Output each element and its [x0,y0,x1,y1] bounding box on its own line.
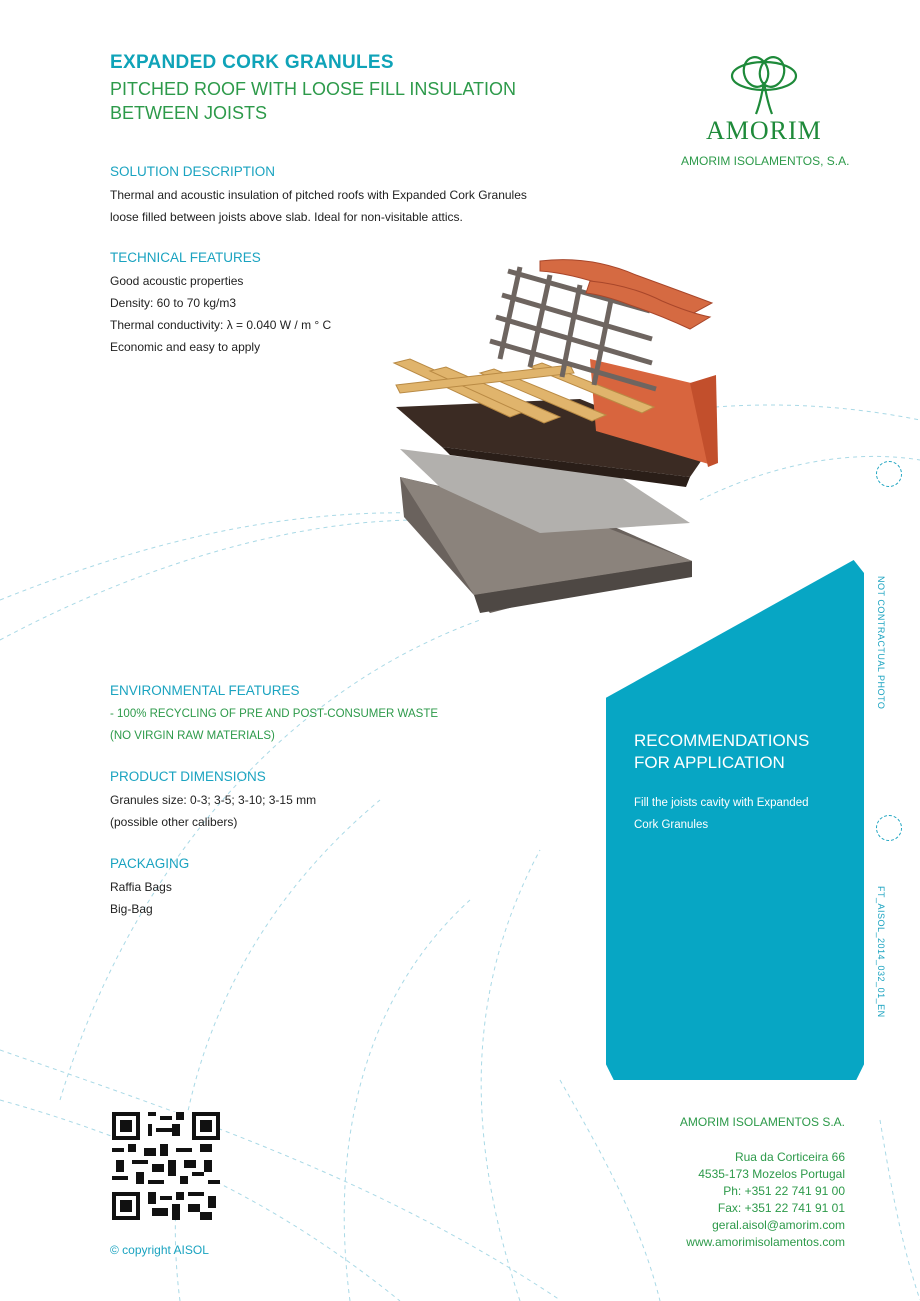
technical-item: Economic and easy to apply [110,340,261,354]
document-code: FT_AISOL_2014_032_01_EN [876,886,886,1018]
contact-city: 4535-173 Mozelos Portugal [698,1167,845,1181]
solution-line-2: loose filled between joists above slab. Ideal for non-visitable attics. [110,210,463,224]
photo-disclaimer: NOT CONTRACTUAL PHOTO [876,576,886,710]
recommendations-text [634,792,844,836]
dimensions-line-2: (possible other calibers) [110,815,238,829]
contact-phone: Ph: +351 22 741 91 00 [723,1184,845,1198]
solution-heading: SOLUTION DESCRIPTION [110,164,276,179]
environmental-line-2: (NO VIRGIN RAW MATERIALS) [110,730,275,742]
solution-line-1: Thermal and acoustic insulation of pitched roofs with Expanded Cork Granules [110,188,527,202]
packaging-item: Big-Bag [110,902,153,916]
dimensions-line-1: Granules size: 0-3; 3-5; 3-10; 3-15 mm [110,793,317,807]
recommendations-title-line: FOR APPLICATION [634,753,785,772]
environmental-line-1: - 100% RECYCLING OF PRE AND POST-CONSUMER WASTE [110,708,439,720]
contact-website[interactable]: www.amorimisolamentos.com [686,1235,845,1249]
document-title: EXPANDED CORK GRANULES [110,52,394,73]
document-subtitle: PITCHED ROOF WITH LOOSE FILL INSULATION BETWEEN JOISTS [110,79,517,123]
packaging-heading: PACKAGING [110,856,190,871]
recommendations-title [634,730,854,774]
contact-street: Rua da Corticeira 66 [734,1150,845,1164]
environmental-heading: ENVIRONMENTAL FEATURES [110,683,300,698]
dashed-circle-icon [876,815,902,841]
contact-company: AMORIM ISOLAMENTOS S.A. [679,1115,845,1129]
recommendations-text-line: Cork Granules [634,819,709,831]
contact-email[interactable]: geral.aisol@amorim.com [712,1218,845,1232]
packaging-item: Raffia Bags [110,880,172,894]
recommendations-title-line: RECOMMENDATIONS [634,731,810,750]
technical-item: Good acoustic properties [110,274,244,288]
technical-item: Thermal conductivity: λ = 0.040 W / m ° C [110,318,332,332]
dashed-circle-icon [876,461,902,487]
contact-fax: Fax: +351 22 741 91 01 [717,1201,845,1215]
logo-wordmark: AMORIM [706,116,822,145]
dimensions-heading: PRODUCT DIMENSIONS [110,769,266,784]
technical-item: Density: 60 to 70 kg/m3 [110,296,237,310]
qr-code-icon [112,1112,220,1220]
copyright-notice: © copyright AISOL [110,1243,209,1257]
logo-company-name: AMORIM ISOLAMENTOS, S.A. [681,154,850,168]
roof-layers-illustration [390,255,720,615]
technical-heading: TECHNICAL FEATURES [110,250,261,265]
recommendations-text-line: Fill the joists cavity with Expanded [634,797,809,809]
amorim-tree-logo-icon [726,52,804,116]
